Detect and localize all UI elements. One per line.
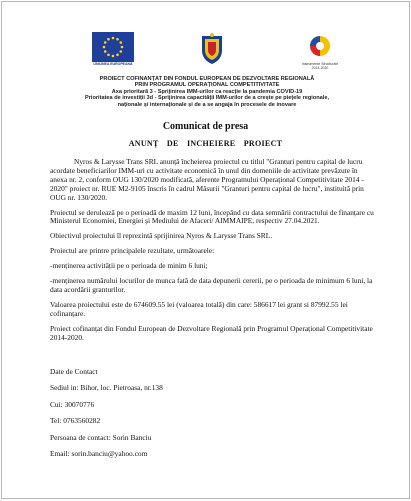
announcement-body [50,158,374,343]
objective-paragraph: Obiectivul proiectului îl reprezintă sprijinirea Nyros & Larysse Trans SRL. [50,231,273,241]
header-line: PROIECT COFINANȚAT DIN FONDUL EUROPEAN DE DEZVOLTARE REGIONALĂ [99,76,315,82]
project-value-paragraph: Valoarea proiectului este de 674609.55 lei (valoarea totală) din care: 586617 lei grant si 87992.55 lei cofinanțare. [50,299,348,318]
eu-flag-logo [92,32,134,62]
contact-section [50,367,350,465]
result-item: -menținerea numărului locurilor de munca fată de data depunerii cererii, pe o perioada de minimum 6 luni, la data acordării granturilor. [50,276,373,294]
contact-email: Email: sorin.banciu@yahoo.com [50,448,148,458]
intro-paragraph: Nyros & Larysse Trans SRL anunță încheierea proiectul cu titlul "Granturi pentru capital de lucru acordate beneficiarilor IMM-uri cu activitate economică în unul din domeniile de activitate prevăzute în anexa nr. 2, conform OUG 130/2020 modificată, aferente Programului Operațional Competitivitate 2014 - 2020" proiect nr. RUE M2-9105 înscris în cadrul Măsurii "Granturi pentru capital de lucru", instituită prin OUG nr. 130/2020. [50,157,364,202]
result-item: -menținerea activității pe o perioada de minim 6 luni; [50,261,208,271]
document-title: Comunicat de presa [162,121,249,132]
document-page [1,1,410,499]
contact-address: Sediul in: Bihor, loc. Pietroasa, nr.138 [50,383,163,393]
header-line: naționale și internaționale și de a se angaja în procesele de inovare [117,101,297,108]
contact-phone: Tel: 0763560282 [50,416,101,426]
structural-instruments-caption: Instrumente Structurale 2014-2020 [301,62,339,70]
header-line: Prioritatea de investiții 3d - Sprijinirea capacității IMM-urilor de a crește pe piețele regionale, [84,95,330,102]
document-subtitle: ANUNȚ DE INCHEIERE PROIECT [128,139,283,148]
cofinancing-paragraph: Proiect cofinanțat din Fondul European de Dezvoltare Regională prin Programul Operațional Competitivitate 2014-2020. [50,323,373,342]
funding-header [22,76,392,108]
structural-instruments-logo [307,34,333,62]
romanian-government-coat-of-arms-logo [199,32,225,66]
contact-person: Persoana de contact: Sorin Banciu [50,432,152,442]
contact-heading: Date de Contact [50,367,98,376]
eu-logo-caption: UNIUNEA EUROPEANĂ [93,62,133,66]
header-line: PRIN PROGRAMUL OPERAȚIONAL COMPETITIVITATE [134,82,280,89]
logo-bar [2,32,409,70]
results-intro-paragraph: Proiectul are printre principalele rezultate, următoarele: [50,246,215,256]
contact-cui: Cui: 30070776 [50,399,95,409]
header-line: Axa prioritară 3 - Sprijinirea IMM-urilor ca reacție la pandemia COVID-19 [111,88,303,95]
duration-paragraph: Proiectul se derulează pe o perioadă de maxim 12 luni, începând cu data semnării contractului de finanțare cu Ministerul Economiei, Energiei și Mediului de Afaceri/ AIMMAIPE, respectiv 27.04.2021. [50,207,374,226]
